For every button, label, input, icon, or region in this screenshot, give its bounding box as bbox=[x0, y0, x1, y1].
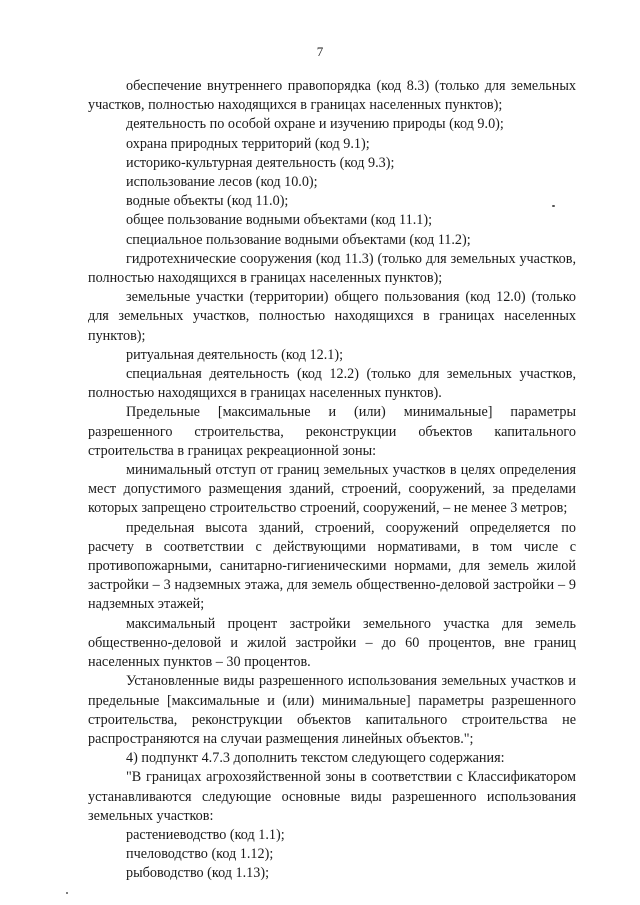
paragraph: пчеловодство (код 1.12); bbox=[126, 846, 274, 863]
paragraph: обеспечение внутреннего правопорядка (код 8.3) (только для земельных участков, полностью находящихся в границах населенных пунктов); bbox=[88, 78, 576, 114]
paragraph: 4) подпункт 4.7.3 дополнить текстом следующего содержания: bbox=[126, 750, 505, 767]
paragraph: земельные участки (территории) общего пользования (код 12.0) (только для земельных участков, полностью находящихся в границах населенных пунктов); bbox=[88, 289, 576, 344]
paragraph: Установленные виды разрешенного использования земельных участков и предельные [максимальные и (или) минимальные] параметры разрешенного строительства, реконструкции объектов капитального строительства не распространяются на случаи размещения линейных объектов."; bbox=[88, 673, 576, 747]
paragraph: гидротехнические сооружения (код 11.3) (только для земельных участков, полностью находящихся в границах населенных пунктов); bbox=[88, 250, 576, 287]
paragraph: использование лесов (код 10.0); bbox=[126, 174, 318, 191]
paragraph: максимальный процент застройки земельного участка для земель общественно-деловой и жилой застройки – до 60 процентов, вне границ населенных пунктов – 30 процентов. bbox=[88, 615, 576, 671]
paragraph: рыбоводство (код 1.13); bbox=[126, 865, 270, 882]
paragraph: историко-культурная деятельность (код 9.3); bbox=[126, 154, 395, 171]
paragraph: ритуальная деятельность (код 12.1); bbox=[126, 346, 344, 363]
paragraph: специальная деятельность (код 12.2) (только для земельных участков, полностью находящихся в границах населенных пунктов). bbox=[88, 366, 576, 402]
scan-speck bbox=[66, 892, 68, 894]
paragraph: минимальный отступ от границ земельных участков в целях определения мест допустимого размещения зданий, строений, сооружений, за пределами которых запрещено строительство строений, сооружений, – не менее 3 метров; bbox=[88, 462, 576, 517]
paragraph: предельная высота зданий, строений, сооружений определяется по расчету в соответствии с действующими нормативами, в том числе с противопожарными, санитарно-гигиеническими нормами, для земель жилой застройки – 3 надземных этажа, для земель общественно-деловой застройки – 9 надземных этажей; bbox=[88, 519, 576, 613]
paragraph: водные объекты (код 11.0); bbox=[126, 193, 289, 210]
paragraph: растениеводство (код 1.1); bbox=[126, 826, 285, 843]
paragraph: Предельные [максимальные и (или) минимальные] параметры разрешенного строительства, реконструкции объектов капитального строительства в границах рекреационной зоны: bbox=[88, 404, 576, 459]
paragraph: деятельность по особой охране и изучению природы (код 9.0); bbox=[126, 116, 504, 133]
paragraph: специальное пользование водными объектами (код 11.2); bbox=[126, 231, 471, 248]
paragraph: общее пользование водными объектами (код 11.1); bbox=[126, 212, 433, 229]
document-body bbox=[88, 77, 576, 884]
paragraph: "В границах агрохозяйственной зоны в соответствии с Классификатором устанавливаются следующие основные виды разрешенного использования земельных участков: bbox=[88, 769, 576, 824]
paragraph: охрана природных территорий (код 9.1); bbox=[126, 135, 370, 152]
scan-speck bbox=[552, 205, 555, 207]
page-number: 7 bbox=[316, 44, 324, 59]
